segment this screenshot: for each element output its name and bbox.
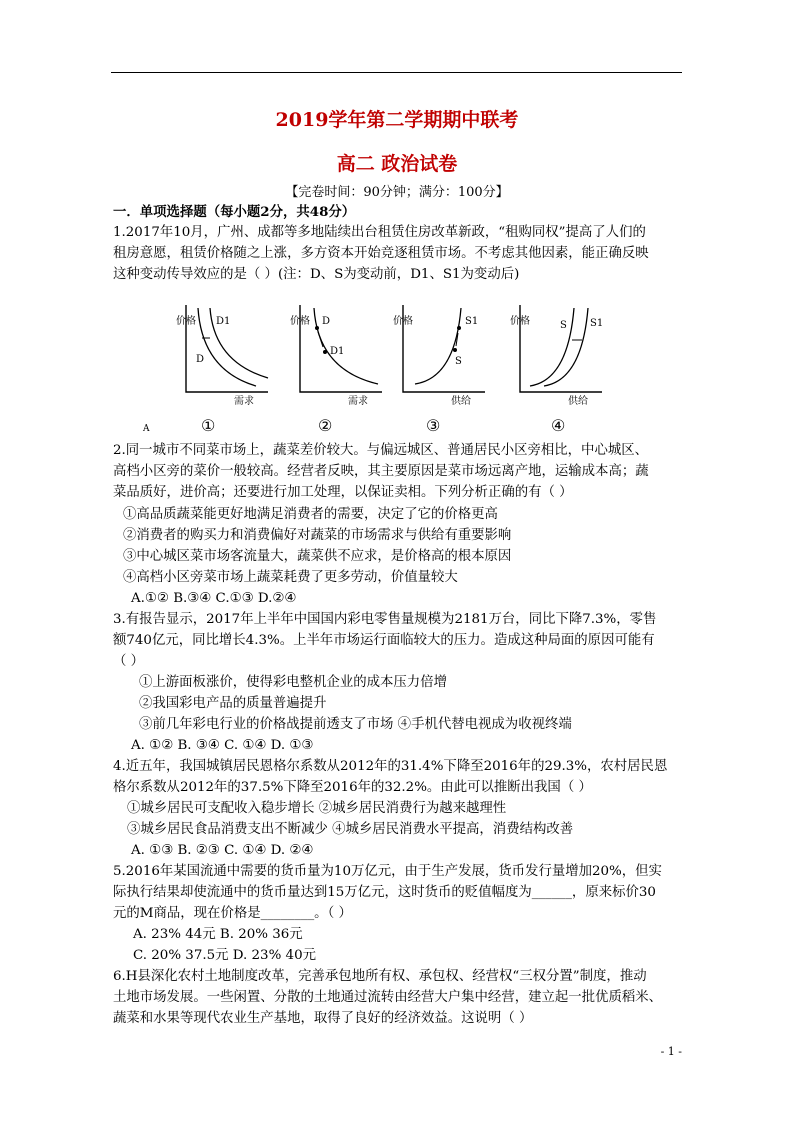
q5-line: 际执行结果却使流通中的货币量达到15万亿元，这时货币的贬值幅度为______，原来标价30 [113,885,656,900]
q3-choices: A. ①② B. ③④ C. ①④ D. ①③ [131,738,314,753]
q3-line: （ ） [113,654,145,669]
q5-line: 元的M商品，现在价格是________。（ ） [113,906,352,921]
graph-3-curve1: S [455,356,462,367]
q5-choices: C. 20% 37.5元 D. 23% 40元 [133,948,316,963]
graph-4-ylabel: 价格 [510,316,530,327]
q4-choices: A. ①③ B. ②③ C. ①④ D. ②④ [131,843,314,858]
graph-1-xlabel: 需求 [234,396,254,407]
q2-line: 菜品质好，进价高；还要进行加工处理，以保证卖相。下列分析正确的有（ ） [113,485,573,500]
q4-option: ③城乡居民食品消费支出不断减少 ④城乡居民消费水平提高，消费结构改善 [127,822,574,837]
stray-mark: A [143,424,150,434]
graph-4-xlabel: 供给 [568,396,588,407]
q3-option: ①上游面板涨价，使得彩电整机企业的成本压力倍增 [139,675,447,690]
q6-line: 6.H县深化农村土地制度改革，完善承包地所有权、承包权、经营权“三权分置”制度，推动 [113,969,647,984]
q1-line: 1.2017年10月，广州、成都等多地陆续出台租赁住房改革新政，“租购同权”提高了人们的 [113,225,646,240]
graph-1-curve2: D1 [216,316,231,327]
q6-line: 土地市场发展。一些闲置、分散的土地通过流转由经营大户集中经营，建立起一批优质稻米、 [113,990,663,1005]
q4-line: 4.近五年，我国城镇居民恩格尔系数从2012年的31.4%下降至2016年的29.3%，农村居民恩 [113,759,668,774]
q4-line: 格尔系数从2012年的37.5%下降至2016年的32.2%。由此可以推断出我国（ ） [113,780,592,795]
graph-1 [176,300,276,407]
graph-1-label: ① [201,416,216,435]
q1-line: 这种变动传导效应的是（ ）(注：D、S为变动前，D1、S1为变动后) [113,267,520,282]
graph-4-curve2: S1 [590,318,604,329]
q2-option: ③中心城区菜市场客流量大，蔬菜供不应求，是价格高的根本原因 [123,549,512,564]
q2-option: ①高品质蔬菜能更好地满足消费者的需要，决定了它的价格更高 [123,507,498,522]
q3-option: ②我国彩电产品的质量普遍提升 [139,696,327,711]
q2-line: 高档小区旁的菜价一般较高。经营者反映，其主要原因是菜市场远离产地，运输成本高；蔬 [113,464,649,479]
q6-line: 蔬菜和水果等现代农业生产基地，取得了良好的经济效益。这说明（ ） [113,1011,533,1026]
q4-option: ①城乡居民可支配收入稳步增长 ②城乡居民消费行为越来越理性 [127,801,507,816]
graph-2-xlabel: 需求 [348,396,368,407]
q5-choices: A. 23% 44元 B. 20% 36元 [133,927,303,942]
graph-3-ylabel: 价格 [393,316,413,327]
graph-3-curve2: S1 [465,316,479,327]
graph-2-curve2: D1 [330,346,345,357]
q3-option: ③前几年彩电行业的价格战提前透支了市场 ④手机代替电视成为收视终端 [139,717,572,732]
section-heading: 一．单项选择题（每小题2分，共48分） [113,204,356,220]
exam-meta: 【完卷时间：90分钟；满分：100分】 [285,185,509,200]
graph-2-label: ② [318,416,333,435]
graph-4-curve1: S [560,320,567,331]
graph-4-label: ④ [551,416,566,435]
graph-3-xlabel: 供给 [451,396,471,407]
q3-line: 额740亿元，同比增长4.3%。上半年市场运行面临较大的压力。造成这种局面的原因可能有 [113,633,655,648]
q2-line: 2.同一城市不同菜市场上，蔬菜差价较大。与偏远城区、普通居民小区旁相比，中心城区、 [113,443,649,458]
graph-2 [290,300,390,407]
graph-1-curve1: D [196,354,205,365]
q1-line: 租房意愿，租赁价格随之上涨，多方资本开始竞逐租赁市场。不考虑其他因素，能正确反映 [113,246,649,261]
graph-1-ylabel: 价格 [176,316,196,327]
page-number: - 1 - [660,1045,682,1058]
q2-option: ②消费者的购买力和消费偏好对蔬菜的市场需求与供给有重要影响 [123,528,512,543]
exam-title: 2019学年第二学期期中联考 [275,109,519,131]
graph-2-curve1: D [322,316,331,327]
exam-subtitle: 高二 政治试卷 [336,153,458,175]
graph-4 [510,300,610,407]
graph-3-label: ③ [426,416,441,435]
q2-choices: A.①② B.③④ C.①③ D.②④ [131,591,297,606]
q3-line: 3.有报告显示，2017年上半年中国国内彩电零售量规模为2181万台，同比下降7.3%，零售 [113,612,657,627]
header-rule [111,72,682,73]
graph-3 [393,300,493,407]
graph-2-ylabel: 价格 [290,316,310,327]
q2-option: ④高档小区旁菜市场上蔬菜耗费了更多劳动，价值量较大 [123,570,458,585]
q5-line: 5.2016年某国流通中需要的货币量为10万亿元，由于生产发展，货币发行量增加20%，但实 [113,864,662,879]
